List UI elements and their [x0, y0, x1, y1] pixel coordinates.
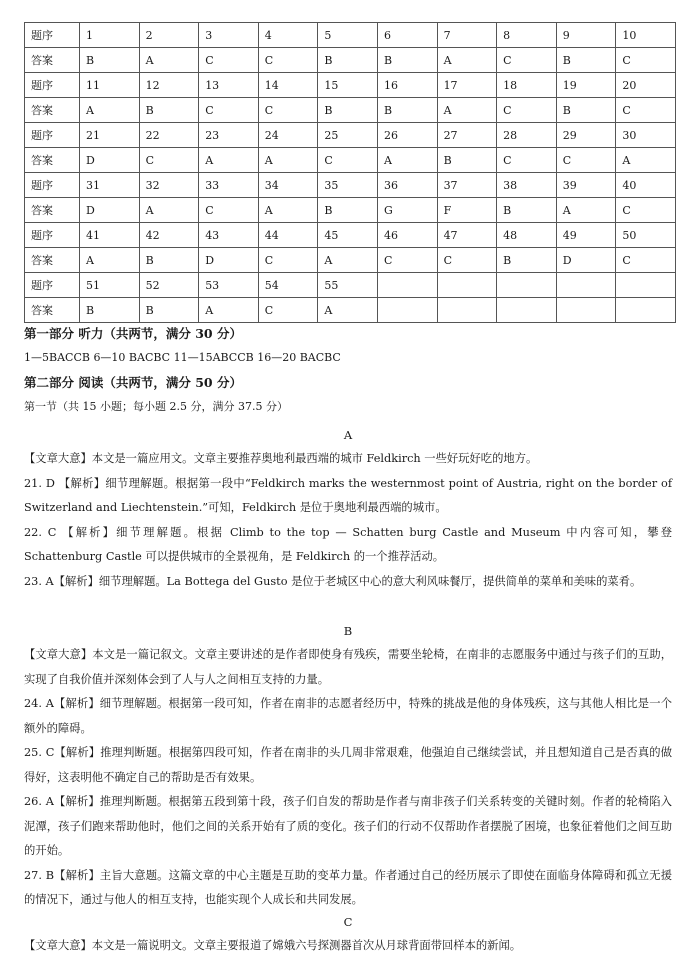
question-number-cell: 6: [377, 23, 437, 48]
answer-cell: C: [258, 248, 318, 273]
answer-cell: D: [80, 148, 140, 173]
answer-cell: C: [437, 248, 497, 273]
answer-cell: A: [258, 148, 318, 173]
answer-cell: A: [437, 48, 497, 73]
answer-cell: C: [318, 148, 378, 173]
answer-cell: D: [556, 248, 616, 273]
question-number-cell: 50: [616, 223, 676, 248]
answer-cell: B: [556, 48, 616, 73]
answer-cell: [556, 298, 616, 323]
question-number-cell: 28: [497, 123, 557, 148]
passage-b-letter: B: [343, 624, 353, 638]
answer-row: [25, 148, 676, 173]
question-number-row: [25, 223, 676, 248]
question-number-cell: 29: [556, 123, 616, 148]
question-number-cell: 2: [139, 23, 199, 48]
answer-cell: [377, 298, 437, 323]
answer-cell: A: [258, 198, 318, 223]
question-number-cell: 25: [318, 123, 378, 148]
answer-cell: B: [437, 148, 497, 173]
question-number-cell: 9: [556, 23, 616, 48]
answer-cell: A: [80, 248, 140, 273]
answer-cell: B: [318, 198, 378, 223]
answer-cell: C: [258, 98, 318, 123]
answer-cell: G: [377, 198, 437, 223]
question-number-cell: 1: [80, 23, 140, 48]
answer-cell: C: [616, 248, 676, 273]
question-number-cell: 33: [199, 173, 259, 198]
answer-cell: B: [497, 198, 557, 223]
answer-cell: B: [497, 248, 557, 273]
part1-section: [24, 322, 672, 370]
part2-section1-note: 第一节（共 15 小题；每小题 2.5 分，满分 37.5 分）: [24, 400, 288, 413]
answer-cell: A: [199, 298, 259, 323]
answer-cell: A: [616, 148, 676, 173]
question-number-cell: 51: [80, 273, 140, 298]
passage-a-q22: 22. C 【解析】细节理解题。根据 Climb to the top — Schatten burg Castle and Museum 中内容可知，攀登 Schattenburg Castle 可以提供城市的全景视角，是 Feldkirch 的一个推荐活动。: [24, 525, 672, 563]
question-number-cell: 31: [80, 173, 140, 198]
answer-cell: [497, 298, 557, 323]
row-label-cell: 题序: [25, 223, 80, 248]
answer-cell: C: [258, 48, 318, 73]
answer-cell: A: [199, 148, 259, 173]
answer-cell: C: [616, 198, 676, 223]
question-number-cell: 34: [258, 173, 318, 198]
question-number-cell: 11: [80, 73, 140, 98]
question-number-cell: 7: [437, 23, 497, 48]
question-number-cell: 8: [497, 23, 557, 48]
answer-cell: C: [616, 48, 676, 73]
question-number-cell: 16: [377, 73, 437, 98]
answer-cell: C: [199, 48, 259, 73]
question-number-cell: 43: [199, 223, 259, 248]
row-label-cell: 答案: [25, 298, 80, 323]
answer-cell: A: [437, 98, 497, 123]
question-number-cell: 54: [258, 273, 318, 298]
passage-a-q21: 21. D 【解析】细节理解题。根据第一段中“Feldkirch marks the westernmost point of Austria, right on the border of Switzerland and Liechtenstein.”可知，Feldkirch 是位于奥地利最西端的城市。: [24, 476, 672, 514]
question-number-cell: 39: [556, 173, 616, 198]
passage-b-q24: 24. A【解析】细节理解题。根据第一段可知，作者在南非的志愿者经历中，特殊的挑战是他的身体残疾，这与其他人相比是一个额外的障碍。: [24, 697, 672, 735]
passage-a-letter: A: [343, 428, 353, 442]
answer-cell: F: [437, 198, 497, 223]
answer-cell: A: [556, 198, 616, 223]
answer-cell: D: [80, 198, 140, 223]
question-number-cell: [556, 273, 616, 298]
row-label-cell: 答案: [25, 98, 80, 123]
passage-c: [24, 910, 672, 959]
passage-b: [24, 619, 672, 913]
question-number-cell: 38: [497, 173, 557, 198]
row-label-cell: 答案: [25, 48, 80, 73]
answer-cell: B: [139, 248, 199, 273]
answer-cell: A: [377, 148, 437, 173]
question-number-cell: 47: [437, 223, 497, 248]
row-label-cell: 题序: [25, 273, 80, 298]
answer-cell: A: [318, 248, 378, 273]
question-number-cell: [497, 273, 557, 298]
answer-cell: C: [497, 48, 557, 73]
row-label-cell: 题序: [25, 173, 80, 198]
question-number-cell: 4: [258, 23, 318, 48]
passage-a: [24, 423, 672, 594]
question-number-cell: 17: [437, 73, 497, 98]
question-number-cell: 30: [616, 123, 676, 148]
question-number-cell: 52: [139, 273, 199, 298]
passage-c-letter: C: [343, 915, 353, 929]
question-number-cell: 20: [616, 73, 676, 98]
question-number-cell: 10: [616, 23, 676, 48]
question-number-cell: 49: [556, 223, 616, 248]
answer-row: [25, 48, 676, 73]
question-number-cell: 44: [258, 223, 318, 248]
question-number-cell: 13: [199, 73, 259, 98]
question-number-cell: 14: [258, 73, 318, 98]
answer-cell: B: [556, 98, 616, 123]
answer-cell: B: [139, 98, 199, 123]
question-number-cell: 3: [199, 23, 259, 48]
answer-cell: A: [139, 198, 199, 223]
answer-row: [25, 198, 676, 223]
passage-a-summary: 【文章大意】本文是一篇应用文。文章主要推荐奥地利最西端的城市 Feldkirch 一些好玩好吃的地方。: [24, 452, 538, 465]
passage-b-q27: 27. B【解析】主旨大意题。这篇文章的中心主题是互助的变革力量。作者通过自己的经历展示了即使在面临身体障碍和孤立无援的情况下，通过与他人的相互支持，也能实现个人成长和共同发展。: [24, 868, 672, 906]
question-number-cell: 21: [80, 123, 140, 148]
question-number-cell: 24: [258, 123, 318, 148]
answer-cell: C: [556, 148, 616, 173]
question-number-cell: 37: [437, 173, 497, 198]
question-number-cell: 32: [139, 173, 199, 198]
question-number-cell: 35: [318, 173, 378, 198]
question-number-row: [25, 23, 676, 48]
passage-b-summary: 【文章大意】本文是一篇记叙文。文章主要讲述的是作者即使身有残疾，需要坐轮椅，在南非的志愿服务中通过与孩子们的互助，实现了自我价值并深刻体会到了人与人之间相互支持的力量。: [24, 648, 672, 686]
row-label-cell: 答案: [25, 198, 80, 223]
question-number-cell: [437, 273, 497, 298]
question-number-cell: 41: [80, 223, 140, 248]
question-number-cell: [616, 273, 676, 298]
question-number-cell: 15: [318, 73, 378, 98]
passage-a-q23: 23. A【解析】细节理解题。La Bottega del Gusto 是位于老城区中心的意大利风味餐厅，提供简单的菜单和美味的菜肴。: [24, 574, 642, 588]
question-number-row: [25, 173, 676, 198]
answer-row: [25, 298, 676, 323]
answer-cell: C: [497, 148, 557, 173]
part2-section: [24, 371, 672, 419]
row-label-cell: 题序: [25, 23, 80, 48]
answer-cell: [616, 298, 676, 323]
answer-cell: C: [377, 248, 437, 273]
answer-table: [24, 22, 676, 323]
answer-cell: B: [80, 298, 140, 323]
answer-cell: D: [199, 248, 259, 273]
part1-heading: 第一部分 听力（共两节，满分 30 分）: [24, 326, 242, 341]
answer-cell: B: [139, 298, 199, 323]
passage-b-q26: 26. A【解析】推理判断题。根据第五段到第十段，孩子们自发的帮助是作者与南非孩子们关系转变的关键时刻。作者的轮椅陷入泥潭，孩子们跑来帮助他时，他们之间的关系开始有了质的变化。孩子们的行动不仅帮助作者摆脱了困境，也象征着他们之间互助的开始。: [24, 795, 672, 857]
answer-cell: A: [139, 48, 199, 73]
answer-cell: B: [377, 98, 437, 123]
answer-cell: B: [377, 48, 437, 73]
question-number-cell: 40: [616, 173, 676, 198]
question-number-cell: 36: [377, 173, 437, 198]
answer-cell: A: [80, 98, 140, 123]
row-label-cell: 答案: [25, 148, 80, 173]
answer-cell: C: [139, 148, 199, 173]
answer-row: [25, 248, 676, 273]
question-number-cell: 22: [139, 123, 199, 148]
passage-c-summary: 【文章大意】本文是一篇说明文。文章主要报道了嫦娥六号探测器首次从月球背面带回样本的新闻。: [24, 939, 522, 952]
answer-cell: B: [318, 98, 378, 123]
part1-answers: 1—5BACCB 6—10 BACBC 11—15ABCCB 16—20 BACBC: [24, 351, 341, 364]
answer-cell: C: [258, 298, 318, 323]
question-number-cell: 45: [318, 223, 378, 248]
answer-row: [25, 98, 676, 123]
question-number-cell: 27: [437, 123, 497, 148]
answer-cell: B: [80, 48, 140, 73]
passage-b-q25: 25. C【解析】推理判断题。根据第四段可知，作者在南非的头几周非常艰难，他强迫自己继续尝试，并且想知道自己是否真的做得好，这表明他不确定自己的帮助是否有效果。: [24, 746, 672, 784]
question-number-cell: 5: [318, 23, 378, 48]
question-number-cell: 18: [497, 73, 557, 98]
question-number-cell: 55: [318, 273, 378, 298]
answer-cell: C: [616, 98, 676, 123]
answer-cell: C: [199, 98, 259, 123]
question-number-cell: 19: [556, 73, 616, 98]
answer-cell: A: [318, 298, 378, 323]
row-label-cell: 答案: [25, 248, 80, 273]
question-number-cell: 46: [377, 223, 437, 248]
question-number-row: [25, 273, 676, 298]
part2-heading: 第二部分 阅读（共两节，满分 50 分）: [24, 375, 242, 390]
row-label-cell: 题序: [25, 123, 80, 148]
question-number-cell: [377, 273, 437, 298]
answer-cell: C: [199, 198, 259, 223]
question-number-cell: 48: [497, 223, 557, 248]
answer-cell: C: [497, 98, 557, 123]
answer-cell: B: [318, 48, 378, 73]
question-number-cell: 23: [199, 123, 259, 148]
question-number-cell: 42: [139, 223, 199, 248]
question-number-cell: 26: [377, 123, 437, 148]
question-number-row: [25, 123, 676, 148]
row-label-cell: 题序: [25, 73, 80, 98]
question-number-cell: 12: [139, 73, 199, 98]
answer-cell: [437, 298, 497, 323]
question-number-cell: 53: [199, 273, 259, 298]
question-number-row: [25, 73, 676, 98]
